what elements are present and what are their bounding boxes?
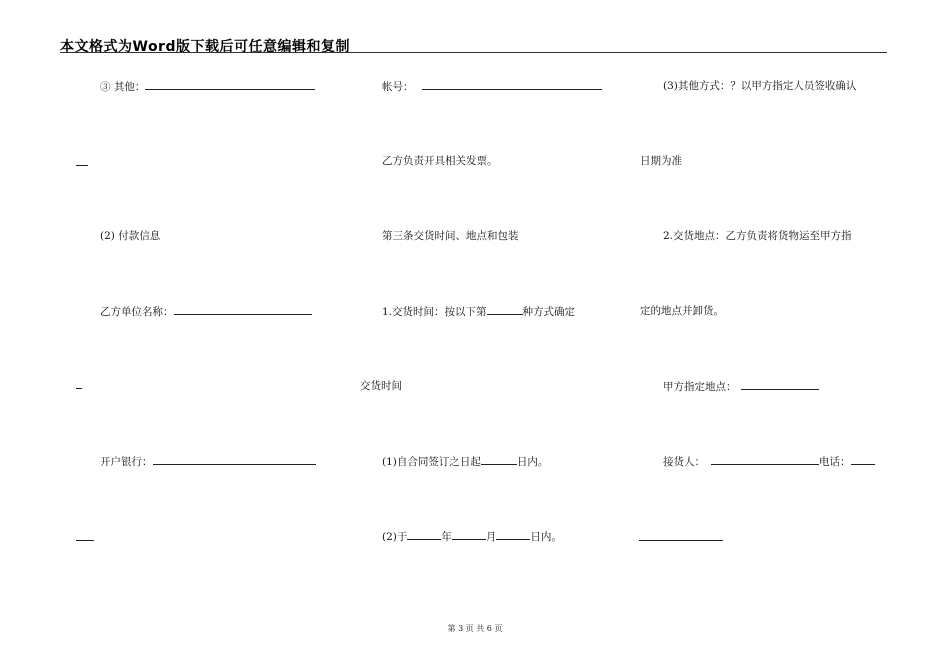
option2-line: [382, 530, 562, 543]
bank-label: 开户银行：: [100, 456, 153, 468]
page-number: 第 3 页 共 6 页: [447, 624, 503, 633]
option1-prefix: (1)自合同签订之日起: [382, 456, 481, 468]
blank-line[interactable]: [76, 540, 94, 541]
delivery-time-suffix: 种方式确定: [522, 306, 576, 318]
delivery-option-blank[interactable]: [487, 305, 523, 315]
blank-line[interactable]: [76, 165, 88, 166]
party-b-name-blank[interactable]: [174, 305, 312, 315]
bank-field: [100, 455, 316, 468]
option2-day-blank[interactable]: [496, 530, 530, 540]
bank-blank[interactable]: [153, 455, 316, 465]
date-standard-text: 日期为准: [640, 155, 682, 167]
blank-line[interactable]: [76, 388, 82, 389]
phone-label: 电话：: [819, 456, 851, 468]
party-b-name-field: [100, 305, 312, 318]
delivery-time-prefix: 1.交货时间：按以下第: [382, 306, 487, 318]
receiver-field: [663, 455, 875, 468]
option1-days-blank[interactable]: [481, 455, 517, 465]
unload-text: 定的地点并卸货。: [640, 305, 724, 317]
invoice-text: 乙方负责开具相关发票。: [382, 155, 498, 167]
other-method-text: (3)其他方式：？以甲方指定人员签收确认: [663, 80, 857, 92]
option2-year-blank[interactable]: [407, 530, 441, 540]
other-blank[interactable]: [145, 80, 315, 90]
header-rule: [60, 52, 887, 53]
payment-info-heading: (2) 付款信息: [100, 230, 161, 242]
delivery-time-line: [382, 305, 575, 318]
article3-title: 第三条交货时间、地点和包装: [382, 230, 519, 242]
phone-blank[interactable]: [851, 455, 875, 465]
account-label: 帐号：: [382, 81, 414, 93]
blank-line[interactable]: [639, 540, 723, 541]
account-blank[interactable]: [422, 80, 602, 90]
document-header-title: 本文格式为Word版下载后可任意编辑和复制: [60, 39, 350, 55]
delivery-place-text: 2.交货地点：乙方负责将货物运至甲方指: [663, 230, 852, 242]
option1-line: [382, 455, 548, 468]
option1-suffix: 日内。: [516, 456, 549, 468]
receiver-label: 接货人：: [663, 456, 705, 468]
receiver-blank[interactable]: [711, 455, 819, 465]
party-b-name-label: 乙方单位名称：: [100, 306, 174, 318]
account-field: [382, 80, 602, 93]
other-label: ③ 其他：: [100, 81, 146, 93]
other-field: [100, 80, 315, 93]
option2-prefix: (2)于: [382, 531, 408, 543]
designated-place-blank[interactable]: [741, 380, 819, 390]
option2-month-blank[interactable]: [452, 530, 486, 540]
designated-place-field: [663, 380, 819, 393]
option2-suffix: 日内。: [530, 531, 562, 543]
delivery-time-word: 交货时间: [360, 380, 402, 392]
year-label: 年: [441, 531, 452, 543]
month-label: 月: [485, 531, 497, 543]
designated-place-label: 甲方指定地点：: [663, 381, 737, 393]
